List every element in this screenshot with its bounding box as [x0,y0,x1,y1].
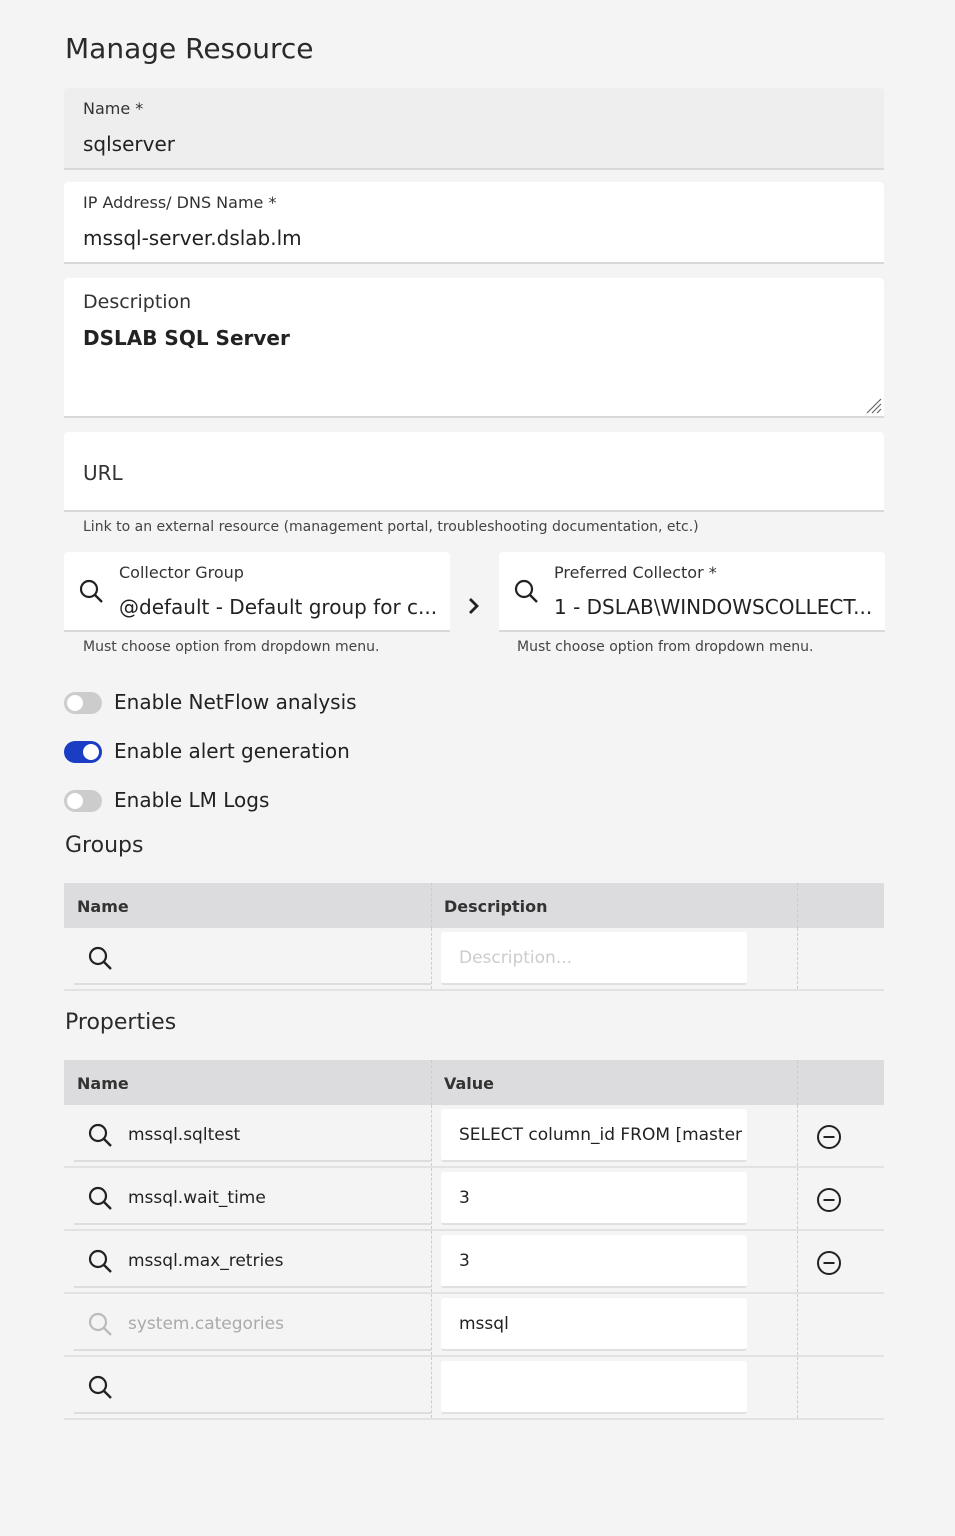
page-title: Manage Resource [65,32,314,65]
groups-col-name: Name [77,897,129,916]
properties-col-value: Value [444,1074,495,1093]
description-field[interactable] [64,278,884,418]
name-field[interactable] [64,88,884,170]
property-value-input[interactable]: mssql [441,1298,747,1351]
property-value-input[interactable] [441,1361,747,1414]
property-value-input[interactable]: 3 [441,1172,747,1225]
group-description-input[interactable]: Description... [441,932,747,985]
groups-table-row [64,928,884,991]
collector-group-label: Collector Group [119,563,244,582]
netflow-label: Enable NetFlow analysis [114,690,357,714]
properties-table-header [64,1060,884,1105]
preferred-collector-help: Must choose option from dropdown menu. [517,639,814,655]
preferred-collector-value: 1 - DSLAB\WINDOWSCOLLECT... [554,595,873,619]
name-label: Name * [83,99,144,118]
property-name[interactable]: mssql.sqltest [128,1125,241,1145]
netflow-toggle[interactable] [64,692,102,714]
properties-col-name: Name [77,1074,129,1093]
lm-logs-label: Enable LM Logs [114,788,270,812]
url-label: URL [83,461,123,485]
property-name[interactable]: mssql.wait_time [128,1188,266,1208]
property-row [64,1105,884,1168]
resize-handle-icon[interactable] [864,396,882,414]
ip-label: IP Address/ DNS Name * [83,193,277,212]
groups-heading: Groups [65,833,144,858]
collector-group-value: @default - Default group for c... [119,595,438,619]
chevron-right-icon [467,597,481,615]
remove-property-icon[interactable] [816,1124,842,1150]
search-icon[interactable] [88,946,114,972]
preferred-collector-select[interactable] [499,552,885,632]
lm-logs-toggle[interactable] [64,790,102,812]
remove-property-icon[interactable] [816,1250,842,1276]
property-row [64,1168,884,1231]
description-value: DSLAB SQL Server [83,326,290,350]
ip-value: mssql-server.dslab.lm [83,226,302,250]
description-label: Description [83,291,192,313]
search-icon[interactable] [88,1186,114,1212]
alert-generation-toggle[interactable] [64,741,102,763]
remove-property-icon[interactable] [816,1187,842,1213]
property-value-input[interactable]: SELECT column_id FROM [master [441,1109,747,1162]
search-icon[interactable] [88,1123,114,1149]
search-icon [514,579,540,605]
url-field[interactable] [64,432,884,512]
property-row [64,1294,884,1357]
property-value-input[interactable]: 3 [441,1235,747,1288]
property-row [64,1357,884,1420]
collector-group-select[interactable] [64,552,450,632]
search-icon [79,579,105,605]
property-row [64,1231,884,1294]
name-value: sqlserver [83,132,175,156]
preferred-collector-label: Preferred Collector * [554,563,717,582]
properties-heading: Properties [65,1010,177,1035]
search-icon[interactable] [88,1375,114,1401]
groups-col-description: Description [444,897,548,916]
property-name[interactable]: system.categories [128,1314,284,1334]
url-help: Link to an external resource (management portal, troubleshooting documentation, etc.) [83,519,699,535]
collector-group-help: Must choose option from dropdown menu. [83,639,380,655]
ip-address-field[interactable] [64,182,884,264]
search-icon[interactable] [88,1312,114,1338]
groups-table-header [64,883,884,928]
alert-generation-label: Enable alert generation [114,739,350,763]
search-icon[interactable] [88,1249,114,1275]
property-name[interactable]: mssql.max_retries [128,1251,284,1271]
